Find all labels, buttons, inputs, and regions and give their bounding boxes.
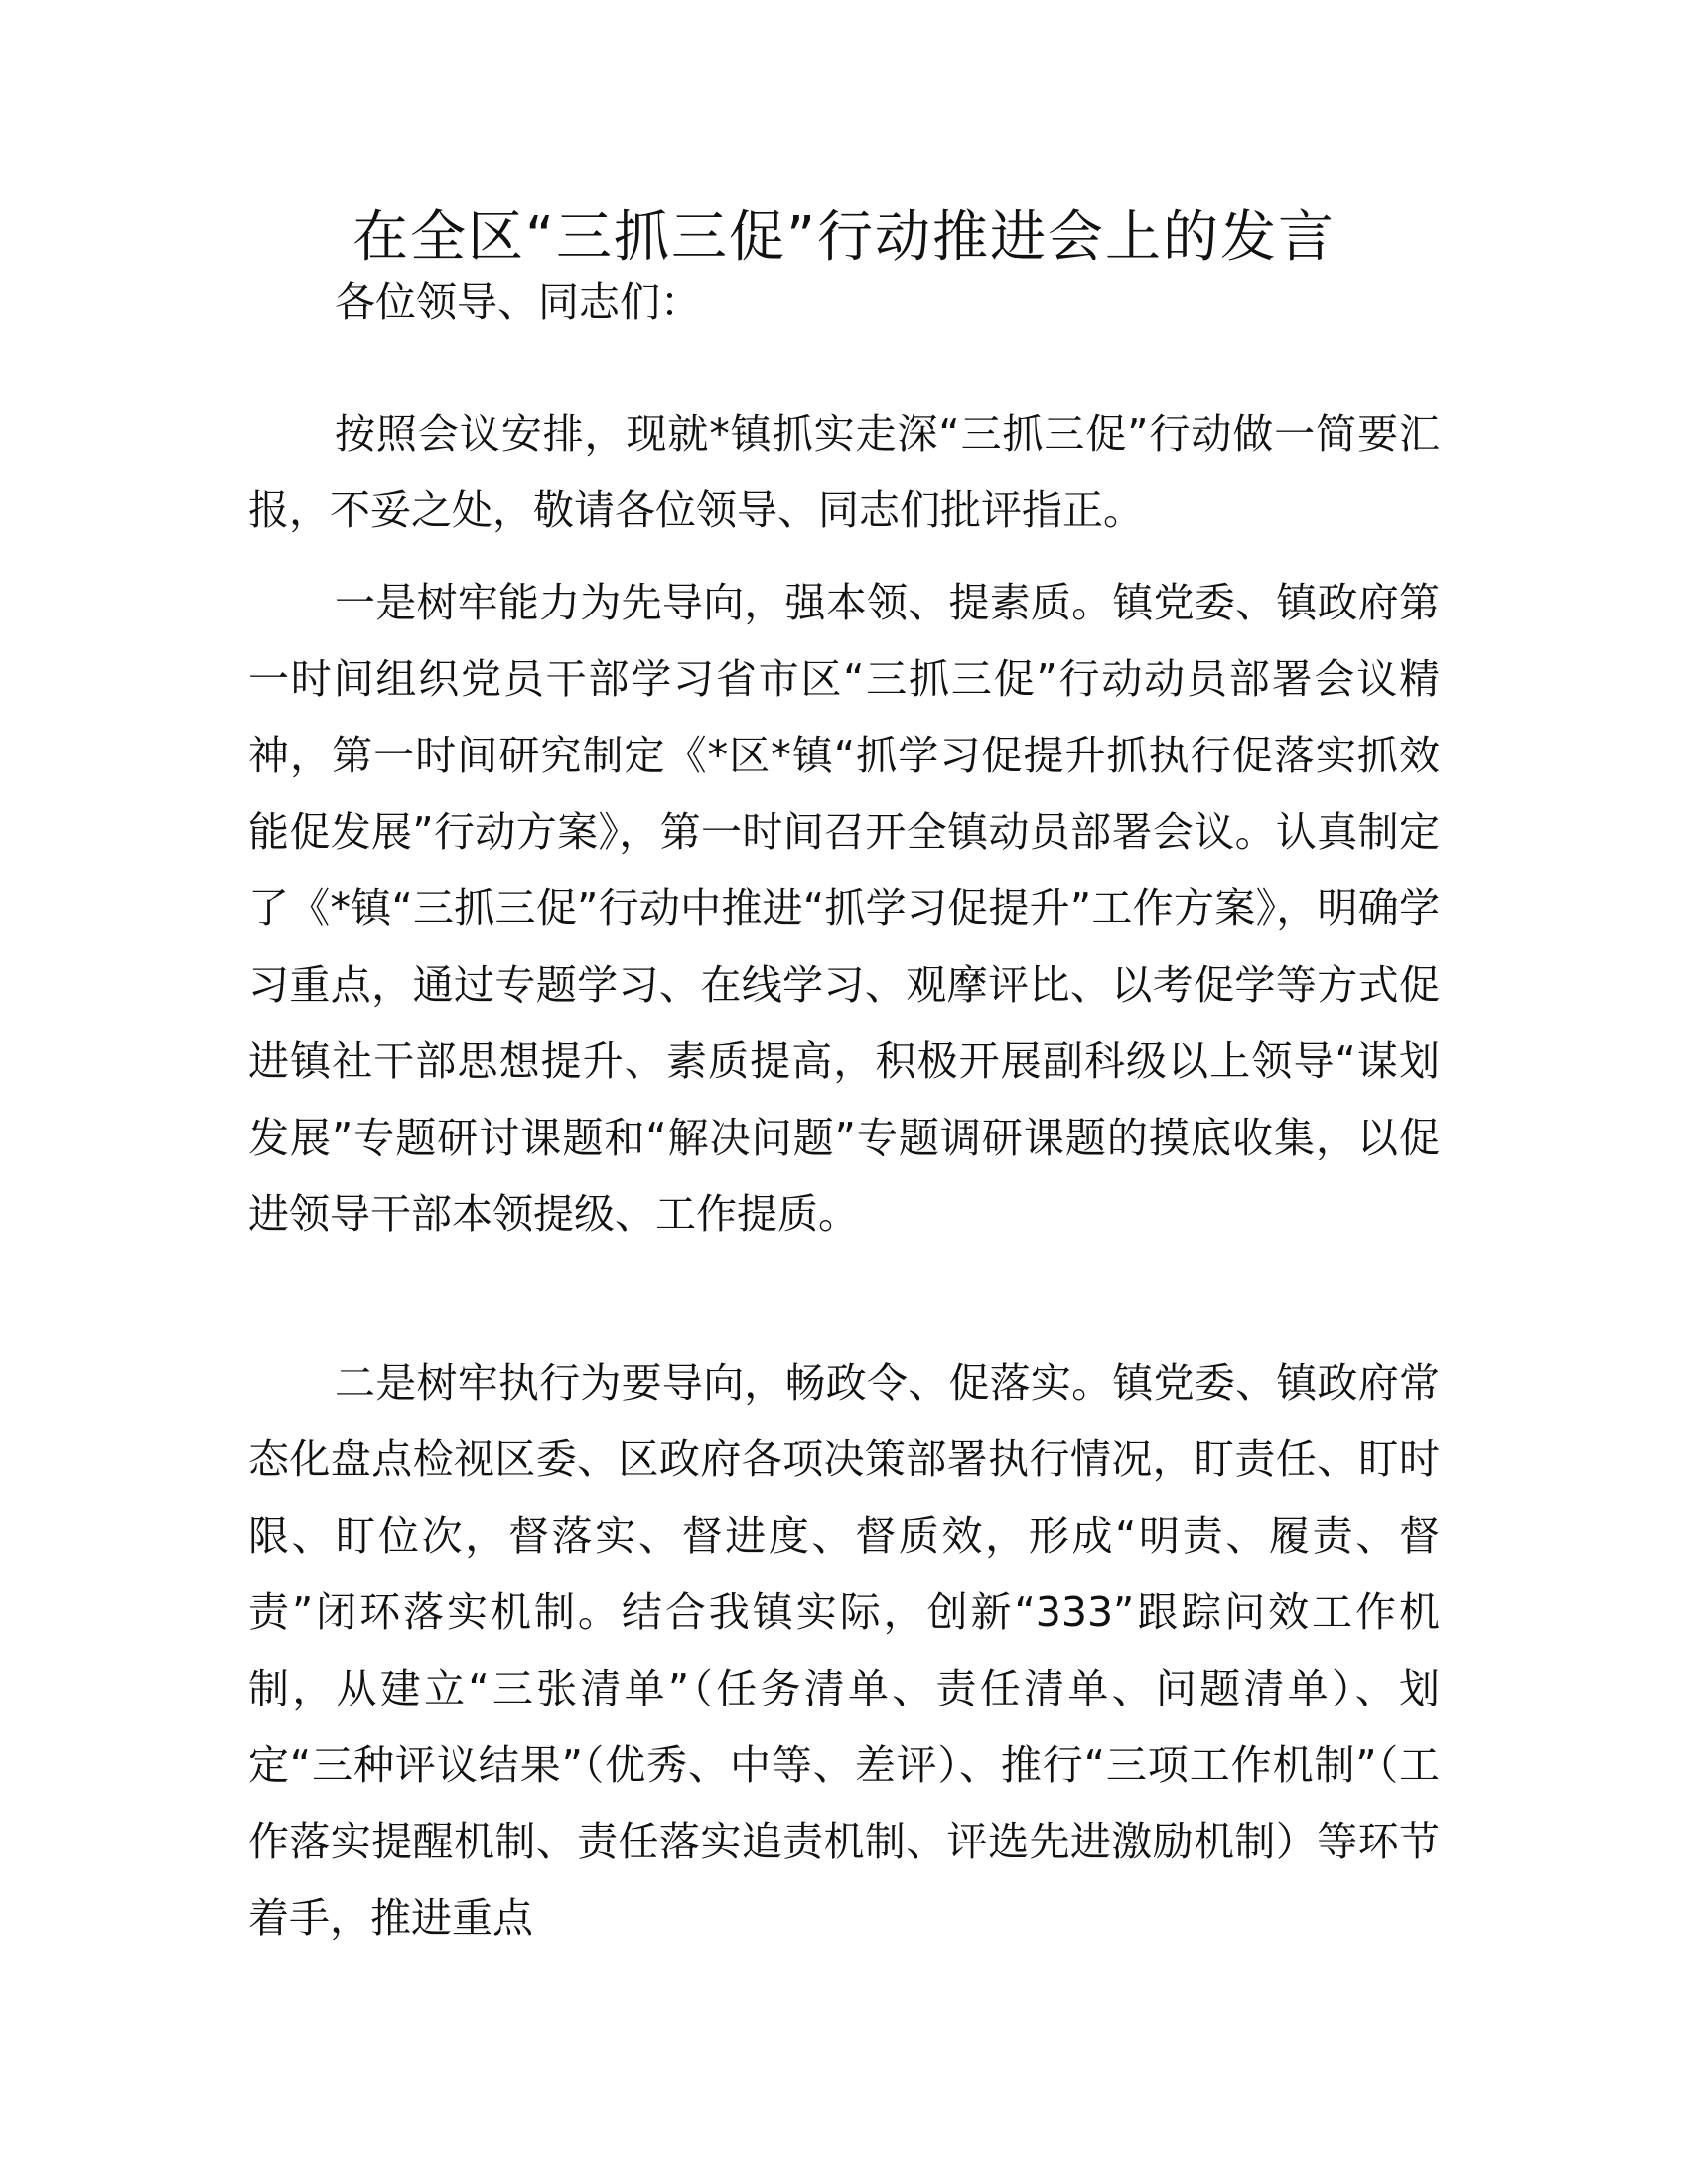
document-title: 在全区“三抓三促”行动推进会上的发言: [352, 205, 1336, 270]
salutation: 各位领导、同志们：: [335, 278, 701, 326]
paragraph-intro: 按照会议安排，现就*镇抓实走深“三抓三促”行动做一简要汇报，不妥之处，敬请各位领导、同志们批评指正。: [248, 410, 1440, 534]
paragraph-execution: 二是树牢执行为要导向，畅政令、促落实。镇党委、镇政府常态化盘点检视区委、区政府各项决策部署执行情况，盯责任、盯时限、盯位次，督落实、督进度、督质效，形成“明责、履责、督责”闭环落实机制。结合我镇实际，创新“333”跟踪问效工作机制，从建立“三张清单”（任务清单、责任清单、问题清单）、划定“三种评议结果”（优秀、中等、差评）、推行“三项工作机制”（工作落实提醒机制、责任落实追责机制、评选先进激励机制）等环节着手，推进重点: [248, 1359, 1440, 1942]
paragraph-ability: 一是树牢能力为先导向，强本领、提素质。镇党委、镇政府第一时间组织党员干部学习省市区“三抓三促”行动动员部署会议精神，第一时间研究制定《*区*镇“抓学习促提升抓执行促落实抓效能促发展”行动方案》，第一时间召开全镇动员部署会议。认真制定了《*镇“三抓三促”行动中推进“抓学习促提升”工作方案》，明确学习重点，通过专题学习、在线学习、观摩评比、以考促学等方式促进镇社干部思想提升、素质提高，积极开展副科级以上领导“谋划发展”专题研讨课题和“解决问题”专题调研课题的摸底收集，以促进领导干部本领提级、工作提质。: [248, 579, 1440, 1238]
